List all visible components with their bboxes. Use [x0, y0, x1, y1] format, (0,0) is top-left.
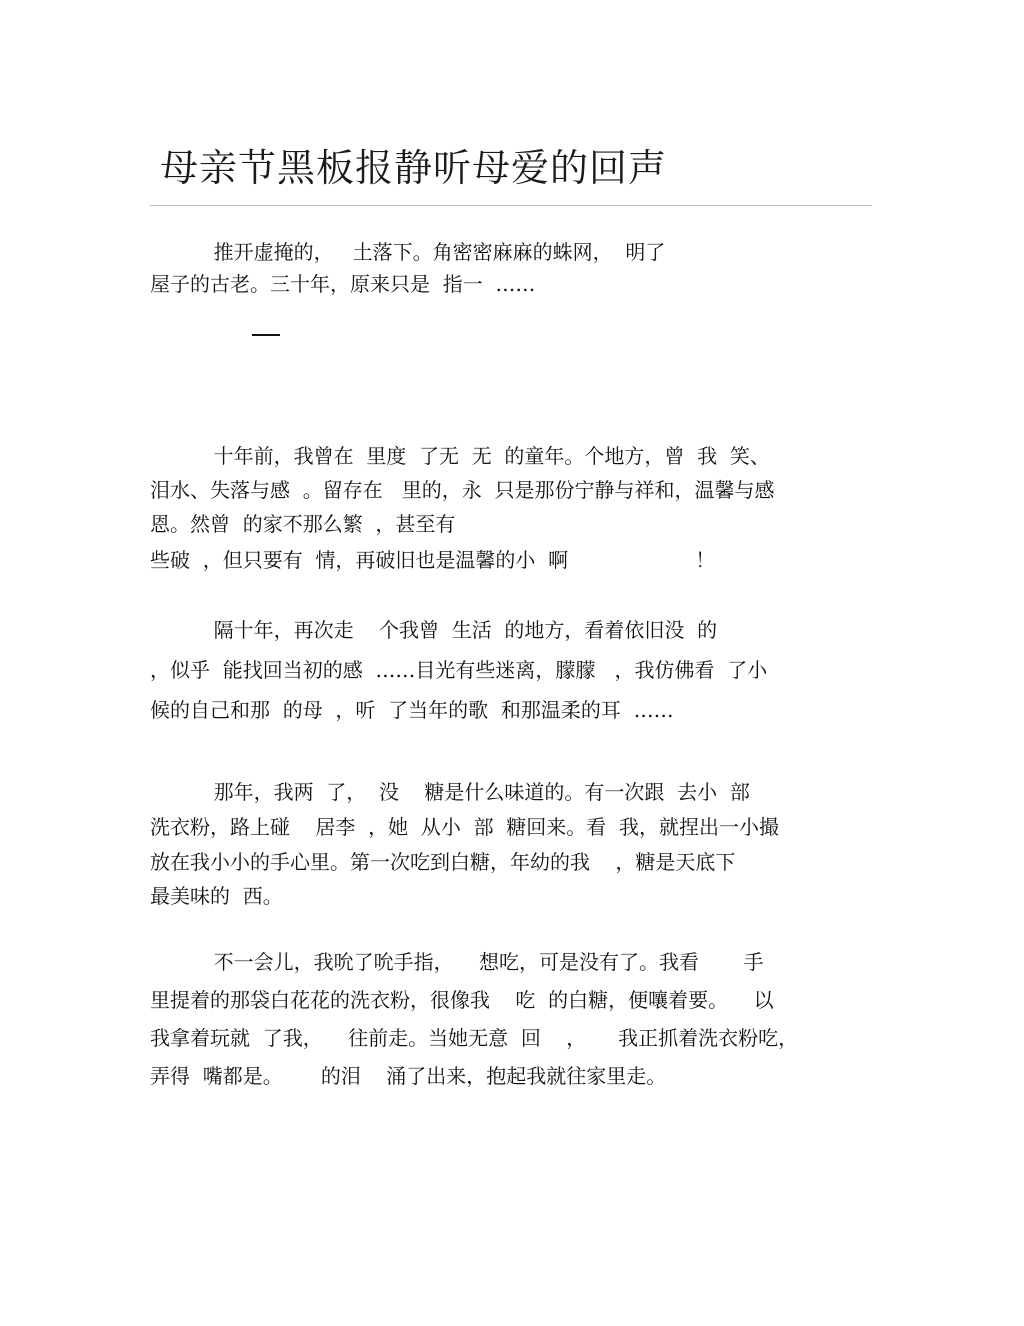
paragraph-line: 泪水、失落与感 。留存在 里的，永 只是那份宁静与祥和，温馨与感	[150, 478, 775, 502]
paragraph-line: 里提着的那袋白花花的洗衣粉，很像我 吃 的白糖，便嚷着要。 以	[150, 988, 774, 1012]
paragraph-line: 不一会儿，我吮了吮手指， 想吃，可是没有了。我看 手	[150, 950, 764, 974]
paragraph-line: 推开虚掩的， 土落下。角密密麻麻的蛛网， 明了	[150, 240, 666, 264]
title-divider	[150, 205, 872, 206]
paragraph-line: 那年，我两 了， 没 糖是什么味道的。有一次跟 去小 部	[150, 780, 750, 804]
paragraph-line: 弄得 嘴都是。 的泪 涌了出来，抱起我就往家里走。	[150, 1064, 667, 1088]
paragraph-line: 放在我小小的手心里。第一次吃到白糖，年幼的我 ，糖是天底下	[150, 850, 736, 874]
paragraph-line: 洗衣粉，路上碰 居李 ，她 从小 部 糖回来。看 我，就捏出一小撮	[150, 815, 780, 839]
dash-mark	[252, 334, 280, 336]
paragraph-line: ，似乎 能找回当初的感 ……目光有些迷离，朦朦 ，我仿佛看 了小	[150, 658, 768, 682]
paragraph-line: 屋子的古老。三十年，原来只是 指一 ……	[150, 272, 536, 296]
paragraph-line: 候的自己和那 的母 ，听 了当年的歌 和那温柔的耳 ……	[150, 698, 674, 722]
paragraph-line: 我拿着玩就 了我， 往前走。当她无意 回 ， 我正抓着洗衣粉吃，	[150, 1026, 799, 1050]
paragraph-line: 些破 ，但只要有 情，再破旧也是温馨的小 啊 ！	[150, 548, 716, 572]
paragraph-line: 恩。然曾 的家不那么繁 ，甚至有	[150, 512, 456, 536]
paragraph-line: 隔十年，再次走 个我曾 生活 的地方，看着依旧没 的	[150, 618, 718, 642]
paragraph-line: 最美味的 西。	[150, 884, 283, 908]
document-title: 母亲节黑板报静听母爱的回声	[160, 146, 668, 190]
paragraph-line: 十年前，我曾在 里度 了无 无 的童年。个地方，曾 我 笑、	[150, 444, 770, 468]
